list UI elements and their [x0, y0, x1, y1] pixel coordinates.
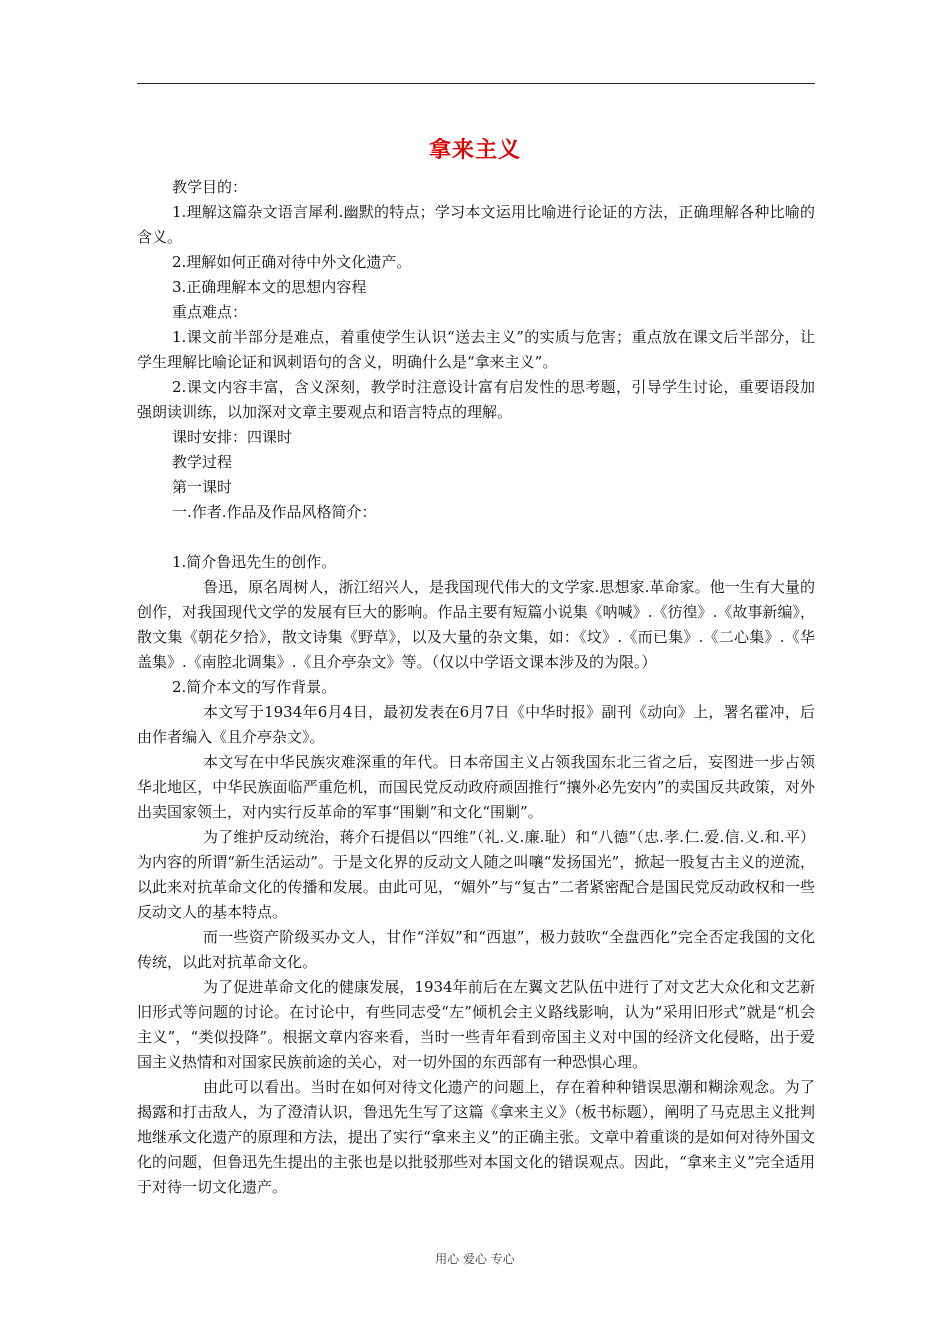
schedule: 课时安排：四课时	[172, 428, 293, 446]
background-paragraph-3: 为了维护反动统治，蒋介石提倡以“四维”（礼.义.廉.耻）和“八德”（忠.孝.仁.爱.信.义.和.平）为内容的所谓“新生活运动”。于是文化界的反动文人随之叫嚷“发扬国光”，掀起一股复古主义的逆流，以此来对抗革命文化的传播和发展。由此可见，“媚外”与“复古”二者紧密配合是国民党反动政权和一些反动文人的基本特点。	[137, 828, 815, 921]
blank-line	[137, 525, 815, 550]
document-body	[137, 175, 815, 1200]
goal-1: 1.理解这篇杂文语言犀利.幽默的特点；学习本文运用比喻进行论证的方法，正确理解各种比喻的含义。	[137, 203, 815, 246]
background-paragraph-2: 本文写在中华民族灾难深重的年代。日本帝国主义占领我国东北三省之后，妄图进一步占领华北地区，中华民族面临严重危机，而国民党反动政府顽固推行“攘外必先安内”的卖国反共政策，对外出卖国家领土，对内实行反革命的军事“围剿”和文化“围剿”。	[137, 753, 815, 821]
goal-2: 2.理解如何正确对待中外文化遗产。	[172, 253, 412, 271]
section-1-heading: 一.作者.作品及作品风格简介：	[172, 503, 377, 521]
intro-heading: 1.简介鲁迅先生的创作。	[172, 553, 337, 571]
background-paragraph-6: 由此可以看出。当时在如何对待文化遗产的问题上，存在着种种错误思潮和糊涂观念。为了揭露和打击敌人，为了澄清认识，鲁迅先生写了这篇《拿来主义》（板书标题），阐明了马克思主义批判地继承文化遗产的原理和方法，提出了实行“拿来主义”的正确主张。文章中着重谈的是如何对待外国文化的问题，但鲁迅先生提出的主张也是以批驳那些对本国文化的错误观点。因此，“拿来主义”完全适用于对待一切文化遗产。	[137, 1078, 815, 1196]
background-heading: 2.简介本文的写作背景。	[172, 678, 337, 696]
difficulty-2: 2.课文内容丰富，含义深刻，教学时注意设计富有启发性的思考题，引导学生讨论，重要语段加强朗读训练，以加深对文章主要观点和语言特点的理解。	[137, 378, 815, 421]
page-footer: 用心 爱心 专心	[435, 1252, 515, 1266]
header-rule	[137, 83, 815, 84]
difficulty-heading: 重点难点：	[172, 303, 248, 321]
background-paragraph-5: 为了促进革命文化的健康发展，1934年前后在左翼文艺队伍中进行了对文艺大众化和文艺新旧形式等问题的讨论。在讨论中，有些同志受“左”倾机会主义路线影响，认为“采用旧形式”就是“机会主义”，“类似投降”。根据文章内容来看，当时一些青年看到帝国主义对中国的经济文化侵略，出于爱国主义热情和对国家民族前途的关心，对一切外国的东西部有一种恐惧心理。	[137, 978, 815, 1071]
intro-paragraph: 鲁迅，原名周树人，浙江绍兴人，是我国现代伟大的文学家.思想家.革命家。他一生有大量的创作，对我国现代文学的发展有巨大的影响。作品主要有短篇小说集《呐喊》.《彷徨》.《故事新编》，散文集《朝花夕拾》，散文诗集《野草》，以及大量的杂文集，如：《坟》.《而已集》.《二心集》.《华盖集》.《南腔北调集》.《且介亭杂文》等。（仅以中学语文课本涉及的为限。）	[137, 578, 815, 671]
background-paragraph-4: 而一些资产阶级买办文人，甘作“洋奴”和“西崽”，极力鼓吹“全盘西化”完全否定我国的文化传统，以此对抗革命文化。	[137, 928, 815, 971]
background-paragraph-1: 本文写于1934年6月4日，最初发表在6月7日《中华时报》副刊《动向》上，署名霍冲，后由作者编入《且介亭杂文》。	[137, 703, 815, 746]
process-heading: 教学过程	[172, 453, 233, 471]
page-title: 拿来主义	[428, 138, 521, 163]
goal-3: 3.正确理解本文的思想内容程	[172, 278, 367, 296]
lesson-1-heading: 第一课时	[172, 478, 233, 496]
difficulty-1: 1.课文前半部分是难点，着重使学生认识“送去主义”的实质与危害；重点放在课文后半部分，让学生理解比喻论证和讽刺语句的含义，明确什么是“拿来主义”。	[137, 328, 815, 371]
goals-heading: 教学目的：	[172, 178, 248, 196]
